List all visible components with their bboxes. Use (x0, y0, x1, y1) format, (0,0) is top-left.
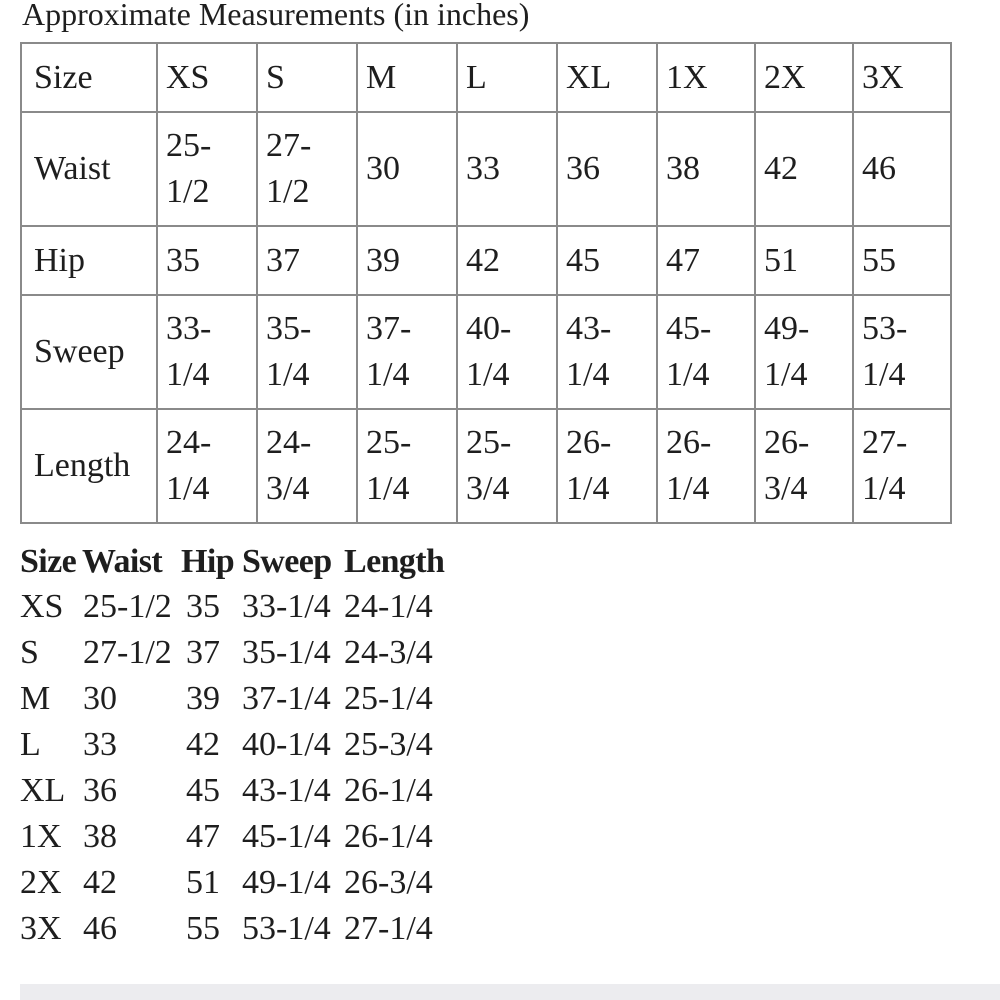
grid-cell: 42 (457, 226, 557, 295)
text-table-cell-waist: 42 (83, 864, 117, 901)
grid-cell: XL (557, 43, 657, 112)
grid-cell: 37- 1/4 (357, 295, 457, 409)
grid-cell: 26- 1/4 (657, 409, 755, 523)
size-chart-grid (20, 42, 952, 524)
grid-cell: 26- 3/4 (755, 409, 853, 523)
text-table-cell-size: 2X (20, 864, 62, 901)
text-table-cell-sweep: 40-1/4 (242, 726, 331, 763)
text-table-cell-sweep: 37-1/4 (242, 680, 331, 717)
grid-cell: 45 (557, 226, 657, 295)
header-hip: Hip (181, 543, 235, 580)
grid-row-sweep (21, 295, 951, 409)
text-table-cell-waist: 25-1/2 (83, 588, 172, 625)
grid-cell: 27- 1/2 (257, 112, 357, 226)
grid-cell: 37 (257, 226, 357, 295)
text-table-cell-hip: 47 (186, 818, 220, 855)
text-table-cell-sweep: 35-1/4 (242, 634, 331, 671)
text-table-cell-size: XS (20, 588, 64, 625)
grid-cell: 53- 1/4 (853, 295, 951, 409)
text-table-cell-size: L (20, 726, 41, 763)
text-table-cell-size: 3X (20, 910, 62, 947)
text-table-cell-hip: 35 (186, 588, 220, 625)
grid-row-label: Sweep (21, 295, 157, 409)
grid-row-label: Size (21, 43, 157, 112)
text-table-cell-length: 27-1/4 (344, 910, 433, 947)
grid-row-size (21, 43, 951, 112)
text-table-cell-waist: 27-1/2 (83, 634, 172, 671)
grid-row-length (21, 409, 951, 523)
page-title: Approximate Measurements (in inches) (22, 0, 530, 32)
grid-cell: M (357, 43, 457, 112)
text-table-cell-sweep: 33-1/4 (242, 588, 331, 625)
grid-cell: XS (157, 43, 257, 112)
grid-cell: S (257, 43, 357, 112)
grid-row-waist (21, 112, 951, 226)
grid-row-label: Hip (21, 226, 157, 295)
grid-cell: 33 (457, 112, 557, 226)
grid-cell: 55 (853, 226, 951, 295)
grid-cell: 35- 1/4 (257, 295, 357, 409)
text-table-cell-hip: 45 (186, 772, 220, 809)
text-table-cell-waist: 38 (83, 818, 117, 855)
grid-cell: 46 (853, 112, 951, 226)
grid-row-label: Length (21, 409, 157, 523)
grid-cell: 25- 1/4 (357, 409, 457, 523)
text-table-cell-hip: 51 (186, 864, 220, 901)
text-table-cell-size: S (20, 634, 39, 671)
text-table-cell-length: 26-1/4 (344, 772, 433, 809)
grid-cell: 47 (657, 226, 755, 295)
grid-cell: 38 (657, 112, 755, 226)
text-table-cell-hip: 39 (186, 680, 220, 717)
text-table-cell-waist: 46 (83, 910, 117, 947)
text-table-cell-hip: 37 (186, 634, 220, 671)
grid-cell: 30 (357, 112, 457, 226)
grid-cell: 36 (557, 112, 657, 226)
text-table-cell-sweep: 43-1/4 (242, 772, 331, 809)
grid-row-hip (21, 226, 951, 295)
text-table-cell-sweep: 45-1/4 (242, 818, 331, 855)
text-table-cell-waist: 30 (83, 680, 117, 717)
grid-cell: 2X (755, 43, 853, 112)
text-table-cell-length: 26-3/4 (344, 864, 433, 901)
text-table-cell-size: XL (20, 772, 66, 809)
text-table-cell-waist: 33 (83, 726, 117, 763)
text-table-cell-length: 25-3/4 (344, 726, 433, 763)
grid-cell: 26- 1/4 (557, 409, 657, 523)
grid-cell: 35 (157, 226, 257, 295)
grid-cell: 49- 1/4 (755, 295, 853, 409)
grid-cell: 27- 1/4 (853, 409, 951, 523)
header-waist: Waist (82, 543, 163, 580)
header-sweep: Sweep (242, 543, 332, 580)
grid-row-label: Waist (21, 112, 157, 226)
header-size: Size (20, 543, 77, 580)
grid-cell: 3X (853, 43, 951, 112)
grid-cell: 40- 1/4 (457, 295, 557, 409)
grid-cell: 1X (657, 43, 755, 112)
grid-cell: 33- 1/4 (157, 295, 257, 409)
grid-cell: 45- 1/4 (657, 295, 755, 409)
grid-cell: 25- 3/4 (457, 409, 557, 523)
text-table-cell-sweep: 53-1/4 (242, 910, 331, 947)
text-table-cell-length: 25-1/4 (344, 680, 433, 717)
grid-cell: 25- 1/2 (157, 112, 257, 226)
text-table-cell-hip: 55 (186, 910, 220, 947)
text-table-cell-length: 24-3/4 (344, 634, 433, 671)
text-table-cell-length: 26-1/4 (344, 818, 433, 855)
text-table-cell-size: M (20, 680, 51, 717)
grid-cell: 24- 3/4 (257, 409, 357, 523)
grid-cell: L (457, 43, 557, 112)
text-table-cell-length: 24-1/4 (344, 588, 433, 625)
text-table-cell-waist: 36 (83, 772, 117, 809)
text-table-cell-size: 1X (20, 818, 62, 855)
text-table-cell-sweep: 49-1/4 (242, 864, 331, 901)
grid-cell: 51 (755, 226, 853, 295)
grid-cell: 39 (357, 226, 457, 295)
grid-cell: 24- 1/4 (157, 409, 257, 523)
footer-bar (20, 984, 1000, 1000)
text-table-cell-hip: 42 (186, 726, 220, 763)
header-length: Length (344, 543, 445, 580)
grid-cell: 43- 1/4 (557, 295, 657, 409)
grid-cell: 42 (755, 112, 853, 226)
